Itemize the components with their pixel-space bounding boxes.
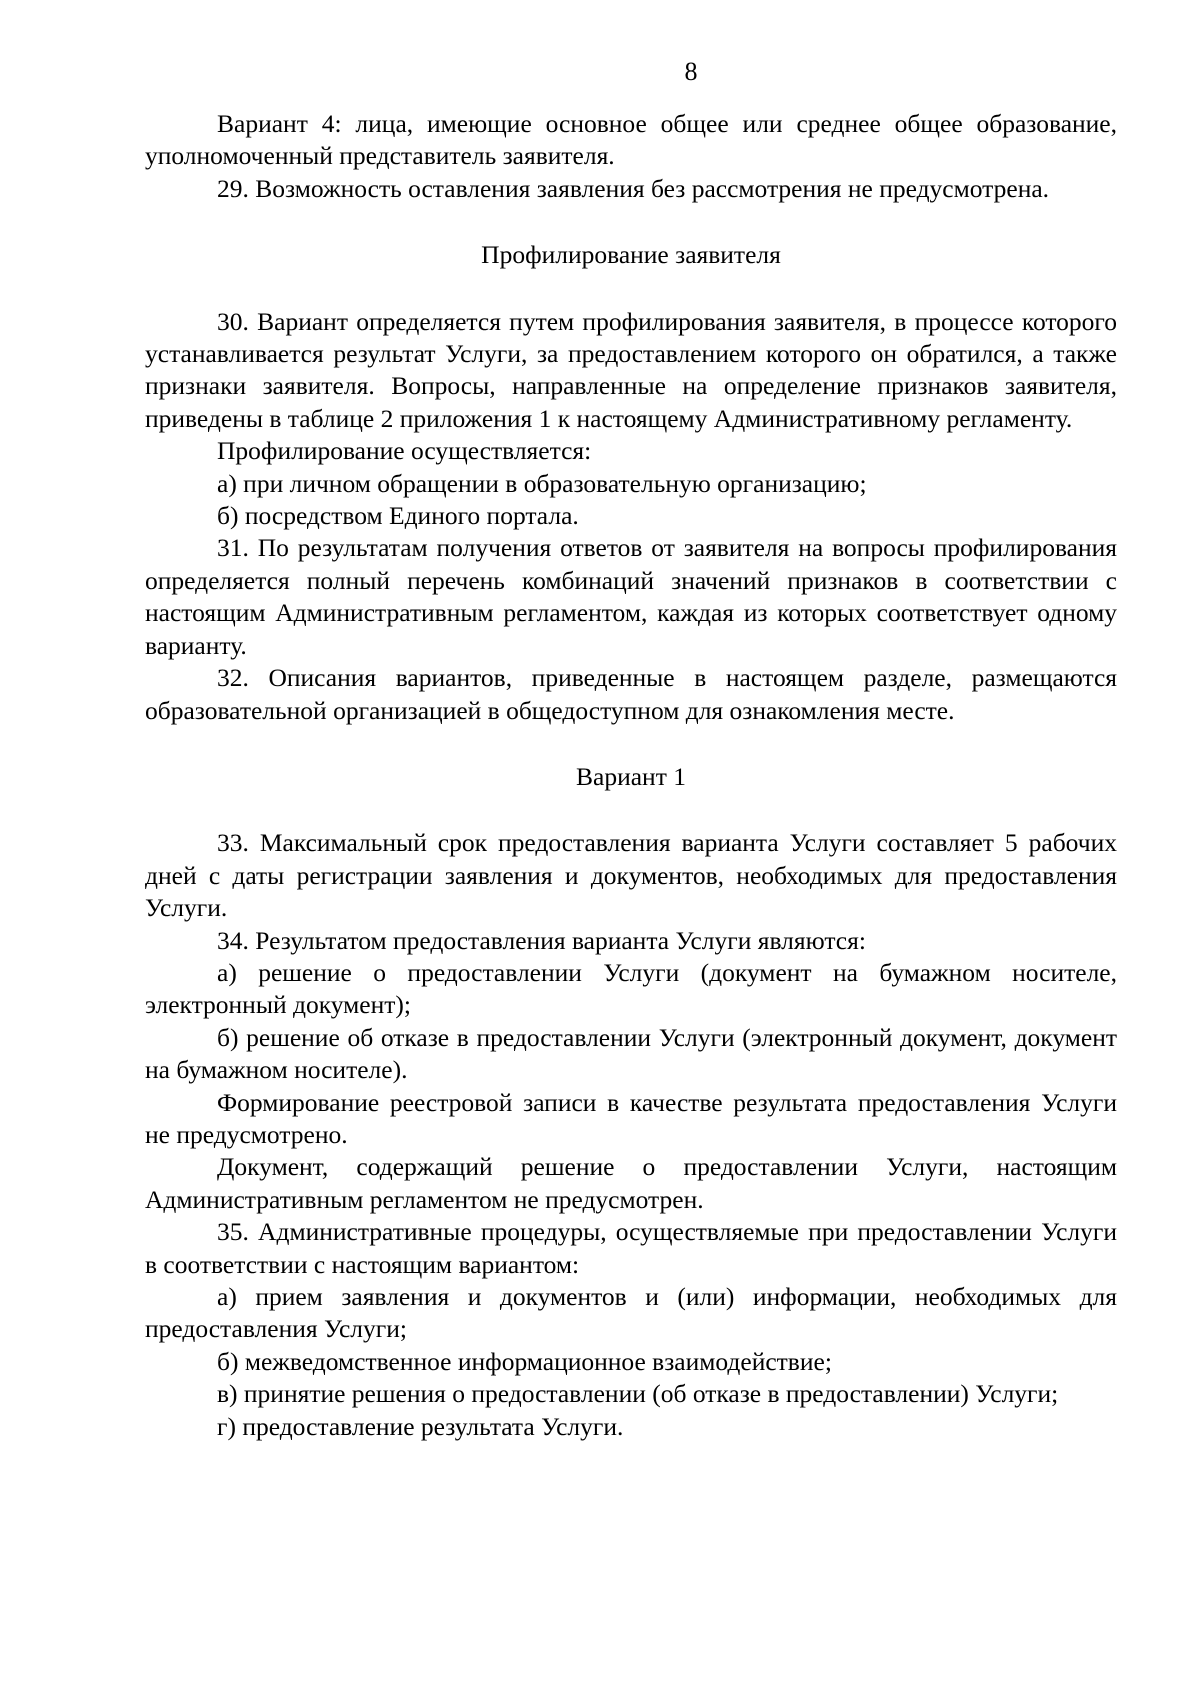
- paragraph-profiling-b: б) посредством Единого портала.: [217, 501, 579, 531]
- section-heading-variant-1: Вариант 1: [576, 761, 686, 791]
- paragraph-35-v: в) принятие решения о предоставлении (об отказе в предоставлении) Услуги;: [217, 1379, 1059, 1409]
- paragraph-30: 30. Вариант определяется путем профилирования заявителя, в процессе которого устанавливается результат Услуги, за предоставлением которого он обратился, а также признаки заявителя. Вопросы, направленные на определение признаков заявителя, приведены в таблице 2 приложения 1 к настоящему Административному регламенту.: [145, 306, 1117, 433]
- paragraph-decision-document: Документ, содержащий решение о предоставлении Услуги, настоящим Административным регламентом не предусмотрен.: [145, 1152, 1117, 1214]
- paragraph-35-a: а) прием заявления и документов и (или) информации, необходимых для предоставления Услуги;: [145, 1282, 1117, 1344]
- paragraph-32: 32. Описания вариантов, приведенные в настоящем разделе, размещаются образовательной организацией в общедоступном для ознакомления месте.: [145, 663, 1117, 725]
- paragraph-profiling-intro: Профилирование осуществляется:: [217, 436, 592, 466]
- paragraph-31: 31. По результатам получения ответов от заявителя на вопросы профилирования определяется полный перечень комбинаций значений признаков в соответствии с настоящим Административным регламентом, каждая из которых соответствует одному варианту.: [145, 533, 1117, 660]
- section-heading-profiling: Профилирование заявителя: [481, 240, 781, 270]
- paragraph-profiling-a: а) при личном обращении в образовательную организацию;: [217, 468, 867, 498]
- page-number: [145, 52, 1117, 92]
- paragraph-35: 35. Административные процедуры, осуществляемые при предоставлении Услуги в соответствии с настоящим вариантом:: [145, 1217, 1117, 1279]
- paragraph-29: 29. Возможность оставления заявления без рассмотрения не предусмотрена.: [217, 173, 1050, 203]
- paragraph-35-b: б) межведомственное информационное взаимодействие;: [217, 1346, 832, 1376]
- paragraph-34-a: а) решение о предоставлении Услуги (документ на бумажном носителе, электронный документ);: [145, 957, 1117, 1020]
- paragraph-33: 33. Максимальный срок предоставления варианта Услуги составляет 5 рабочих дней с даты регистрации заявления и документов, необходимых для предоставления Услуги.: [145, 828, 1117, 923]
- paragraph-34: 34. Результатом предоставления варианта Услуги являются:: [217, 925, 866, 955]
- paragraph-34-b: б) решение об отказе в предоставлении Услуги (электронный документ, документ на бумажном носителе).: [145, 1022, 1117, 1085]
- paragraph-registry-record: Формирование реестровой записи в качестве результата предоставления Услуги не предусмотрено.: [145, 1087, 1117, 1149]
- page-number-text: 8: [684, 57, 698, 86]
- paragraph-variant-4: Вариант 4: лица, имеющие основное общее или среднее общее образование, уполномоченный представитель заявителя.: [145, 109, 1117, 171]
- paragraph-35-g: г) предоставление результата Услуги.: [217, 1411, 624, 1441]
